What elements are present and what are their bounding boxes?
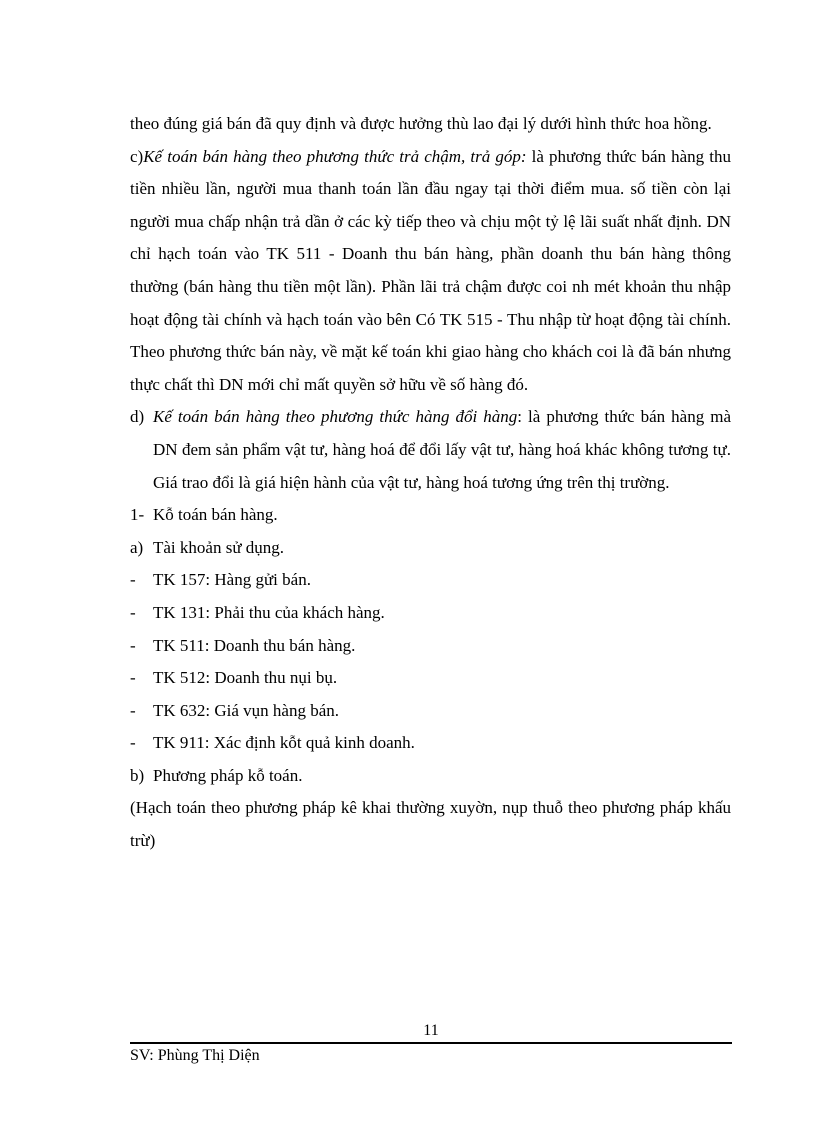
heading-1-label: 1- [130, 505, 145, 525]
account-text: TK 632: Giá vụn hàng bán. [153, 700, 340, 720]
account-list-item [130, 630, 731, 663]
heading-a [130, 532, 731, 565]
section-d-text: : là phương thức bán hàng mà DN đem sản phẩm vật tư, hàng hoá để đổi lấy vật tư, hàng hoá khác không tương tự. Giá trao đổi là giá hiện hành của vật tư, hàng hoá tương ứng trên thị trường. [153, 407, 731, 492]
list-dash: - [130, 668, 136, 688]
heading-a-text: Tài khoản sử dụng. [153, 537, 285, 557]
heading-a-label: a) [130, 537, 144, 557]
account-text: TK 131: Phải thu của khách hàng. [153, 602, 385, 622]
account-text: TK 511: Doanh thu bán hàng. [153, 635, 356, 655]
section-c-paragraph [130, 141, 731, 402]
section-d-label: d) [130, 407, 145, 427]
page-body [130, 108, 731, 858]
section-c-title: Kế toán bán hàng theo phương thức trả chậm, trả góp: [143, 146, 527, 166]
account-list-item [130, 564, 731, 597]
account-list-item [130, 695, 731, 728]
list-dash: - [130, 635, 136, 655]
footer-author: SV: Phùng Thị Diện [130, 1047, 260, 1064]
method-note: (Hạch toán theo phương pháp kê khai thường xuyờn, nụp thuỗ theo phương pháp khấu trừ) [130, 798, 731, 851]
section-c-text: là phương thức bán hàng thu tiền nhiều lần, người mua thanh toán lần đầu ngay tại thời điểm mua. số tiền còn lại người mua chấp nhận trả dần ở các kỳ tiếp theo và chịu một tỷ lệ lãi suất nhất định. DN chỉ hạch toán vào TK 511 - Doanh thu bán hàng, phần doanh thu bán hàng thông thường (bán hàng thu tiền một lần). Phần lãi trả chậm được coi nh mét khoản thu nhập hoạt động tài chính và hạch toán vào bên Có TK 515 - Thu nhập từ hoạt động tài chính. Theo phương thức bán này, về mặt kế toán khi giao hàng cho khách coi là đã bán nhưng thực chất thì DN mới chỉ mất quyền sở hữu về số hàng đó. [130, 146, 731, 394]
section-d-body [153, 401, 731, 499]
account-list-item [130, 727, 731, 760]
account-list-item [130, 662, 731, 695]
account-text: TK 911: Xác định kỗt quả kinh doanh. [153, 733, 415, 753]
account-text: TK 157: Hàng gửi bán. [153, 570, 311, 590]
footer-divider [130, 1042, 732, 1044]
list-dash: - [130, 700, 136, 720]
paragraph-agent-sales-tail: theo đúng giá bán đã quy định và được hưởng thù lao đại lý dưới hình thức hoa hồng. [130, 114, 712, 133]
list-dash: - [130, 733, 136, 753]
heading-b-label: b) [130, 765, 145, 785]
list-dash: - [130, 602, 136, 622]
heading-1 [130, 499, 731, 532]
account-list-item [130, 597, 731, 630]
account-text: TK 512: Doanh thu nụi bụ. [153, 668, 338, 688]
heading-b [130, 760, 731, 793]
section-c-label: c) [130, 146, 144, 166]
section-d-item [130, 401, 731, 499]
section-d-title: Kế toán bán hàng theo phương thức hàng đổi hàng [153, 407, 518, 427]
heading-1-text: Kỗ toán bán hàng. [153, 505, 278, 525]
list-dash: - [130, 570, 136, 590]
page-number: 11 [423, 1022, 439, 1039]
heading-b-text: Phương pháp kỗ toán. [153, 765, 303, 785]
